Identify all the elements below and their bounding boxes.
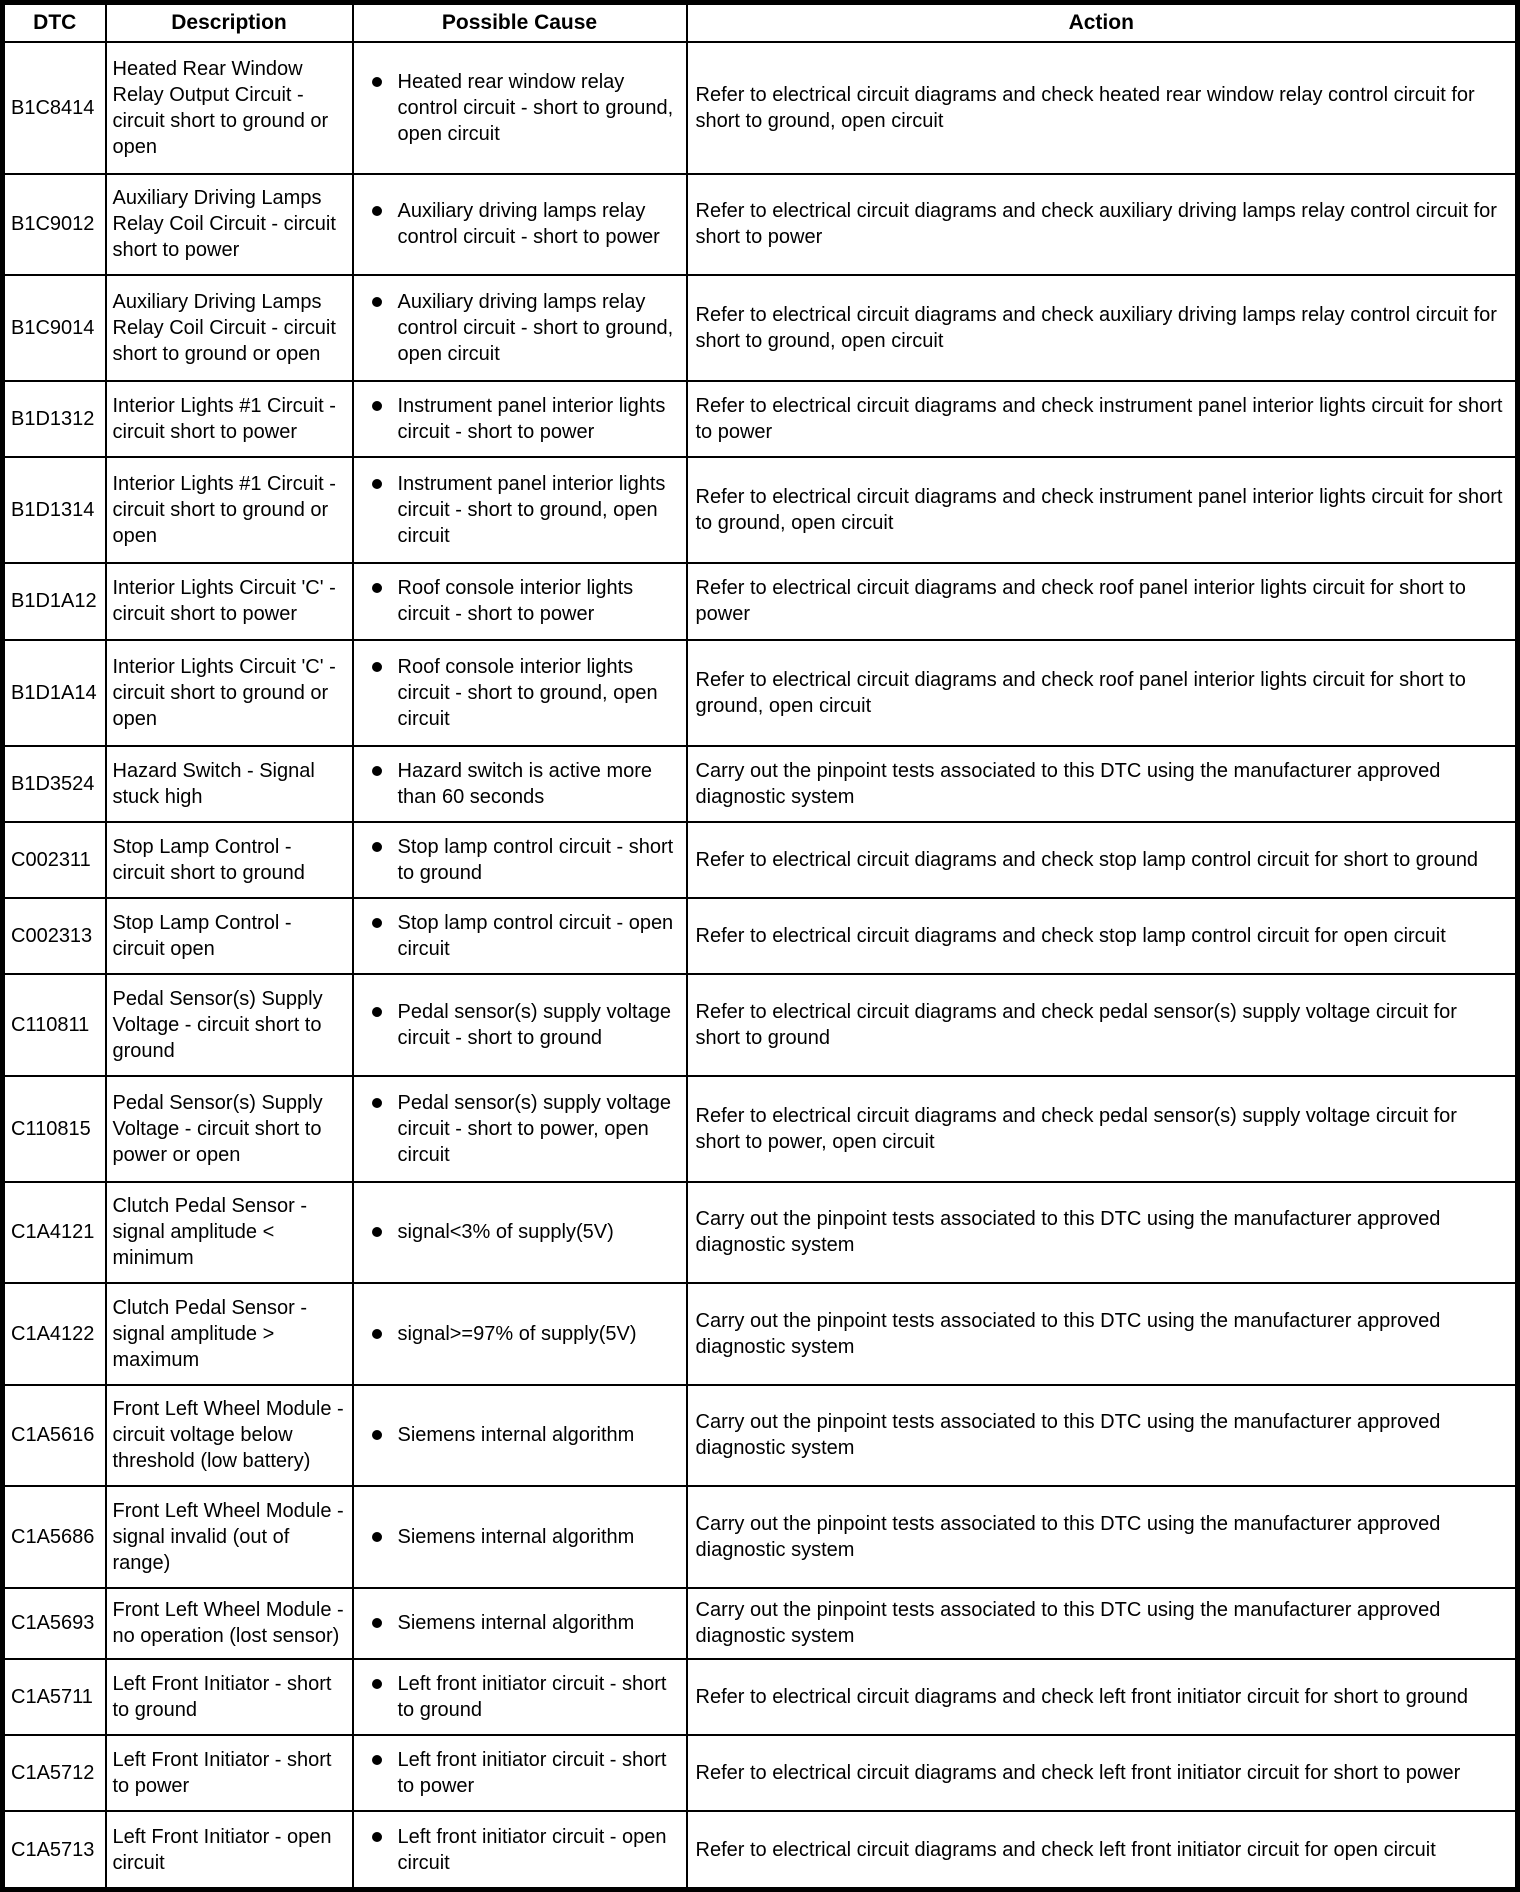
action-cell: Refer to electrical circuit diagrams and check roof panel interior lights circuit for short to power <box>687 563 1518 639</box>
col-header-dtc: DTC <box>3 3 106 43</box>
description-cell: Clutch Pedal Sensor - signal amplitude > maximum <box>106 1283 353 1385</box>
col-header-action: Action <box>687 3 1518 43</box>
cause-text: Heated rear window relay control circuit - short to ground, open circuit <box>397 70 674 145</box>
table-row <box>3 1385 1518 1487</box>
possible-cause-cell <box>353 898 687 974</box>
possible-cause-cell <box>353 1811 687 1889</box>
cause-text: Stop lamp control circuit - short to ground <box>397 835 674 884</box>
cause-item <box>372 1422 680 1448</box>
action-cell: Carry out the pinpoint tests associated to this DTC using the manufacturer approved diagnostic system <box>687 1182 1518 1284</box>
dtc-code-cell: B1D1314 <box>3 457 106 563</box>
bullet-icon <box>372 1832 382 1842</box>
action-cell: Refer to electrical circuit diagrams and check left front initiator circuit for short to power <box>687 1735 1518 1811</box>
cause-item <box>372 910 680 962</box>
dtc-code-cell: C1A5686 <box>3 1486 106 1588</box>
table-row <box>3 174 1518 276</box>
cause-text: signal>=97% of supply(5V) <box>397 1322 637 1345</box>
action-cell: Carry out the pinpoint tests associated to this DTC using the manufacturer approved diagnostic system <box>687 746 1518 822</box>
bullet-icon <box>372 583 382 593</box>
dtc-code-cell: B1D1A12 <box>3 563 106 639</box>
table-row <box>3 457 1518 563</box>
description-cell: Pedal Sensor(s) Supply Voltage - circuit short to ground <box>106 974 353 1076</box>
cause-text: Auxiliary driving lamps relay control circuit - short to power <box>397 200 660 249</box>
table-row <box>3 1811 1518 1889</box>
table-row <box>3 822 1518 898</box>
bullet-icon <box>372 918 382 928</box>
possible-cause-cell <box>353 974 687 1076</box>
dtc-code-cell: C110815 <box>3 1076 106 1182</box>
cause-item <box>372 198 680 250</box>
dtc-code-cell: B1C8414 <box>3 42 106 174</box>
table-row <box>3 746 1518 822</box>
table-row <box>3 640 1518 746</box>
description-cell: Auxiliary Driving Lamps Relay Coil Circuit - circuit short to power <box>106 174 353 276</box>
col-header-description: Description <box>106 3 353 43</box>
action-cell: Refer to electrical circuit diagrams and check auxiliary driving lamps relay control circuit for short to ground, open circuit <box>687 275 1518 381</box>
dtc-code-cell: C1A5616 <box>3 1385 106 1487</box>
description-cell: Left Front Initiator - short to ground <box>106 1659 353 1735</box>
action-cell: Refer to electrical circuit diagrams and check auxiliary driving lamps relay control circuit for short to power <box>687 174 1518 276</box>
bullet-icon <box>372 206 382 216</box>
dtc-code-cell: B1D3524 <box>3 746 106 822</box>
action-cell: Refer to electrical circuit diagrams and check pedal sensor(s) supply voltage circuit for short to power, open circuit <box>687 1076 1518 1182</box>
action-cell: Refer to electrical circuit diagrams and check roof panel interior lights circuit for short to ground, open circuit <box>687 640 1518 746</box>
action-cell: Refer to electrical circuit diagrams and check stop lamp control circuit for short to ground <box>687 822 1518 898</box>
bullet-icon <box>372 1679 382 1689</box>
action-cell: Carry out the pinpoint tests associated to this DTC using the manufacturer approved diagnostic system <box>687 1385 1518 1487</box>
cause-item <box>372 999 680 1051</box>
cause-text: Roof console interior lights circuit - short to ground, open circuit <box>397 655 658 730</box>
dtc-code-cell: C002313 <box>3 898 106 974</box>
description-cell: Stop Lamp Control - circuit open <box>106 898 353 974</box>
bullet-icon <box>372 479 382 489</box>
col-header-possible-cause: Possible Cause <box>353 3 687 43</box>
description-cell: Heated Rear Window Relay Output Circuit - circuit short to ground or open <box>106 42 353 174</box>
table-row <box>3 1283 1518 1385</box>
bullet-icon <box>372 1618 382 1628</box>
possible-cause-cell <box>353 174 687 276</box>
table-row <box>3 1486 1518 1588</box>
description-cell: Front Left Wheel Module - signal invalid (out of range) <box>106 1486 353 1588</box>
bullet-icon <box>372 1532 382 1542</box>
action-cell: Carry out the pinpoint tests associated to this DTC using the manufacturer approved diagnostic system <box>687 1486 1518 1588</box>
dtc-code-cell: C110811 <box>3 974 106 1076</box>
description-cell: Interior Lights Circuit 'C' - circuit short to power <box>106 563 353 639</box>
cause-item <box>372 1321 680 1347</box>
cause-item <box>372 1671 680 1723</box>
cause-text: Stop lamp control circuit - open circuit <box>397 911 674 960</box>
possible-cause-cell <box>353 42 687 174</box>
cause-item <box>372 1524 680 1550</box>
bullet-icon <box>372 401 382 411</box>
dtc-code-cell: C002311 <box>3 822 106 898</box>
action-cell: Refer to electrical circuit diagrams and check instrument panel interior lights circuit for short to ground, open circuit <box>687 457 1518 563</box>
cause-text: Instrument panel interior lights circuit - short to power <box>397 395 666 444</box>
cause-text: Roof console interior lights circuit - short to power <box>397 577 634 626</box>
description-cell: Front Left Wheel Module - circuit voltage below threshold (low battery) <box>106 1385 353 1487</box>
cause-text: Siemens internal algorithm <box>397 1525 635 1548</box>
cause-item <box>372 758 680 810</box>
possible-cause-cell <box>353 381 687 457</box>
table-row <box>3 1076 1518 1182</box>
cause-text: Pedal sensor(s) supply voltage circuit - short to ground <box>397 1000 671 1049</box>
cause-item <box>372 575 680 627</box>
dtc-code-cell: C1A4121 <box>3 1182 106 1284</box>
bullet-icon <box>372 842 382 852</box>
table-row <box>3 563 1518 639</box>
possible-cause-cell <box>353 1588 687 1660</box>
cause-text: Left front initiator circuit - short to power <box>397 1749 667 1798</box>
cause-item <box>372 1090 680 1168</box>
description-cell: Stop Lamp Control - circuit short to ground <box>106 822 353 898</box>
possible-cause-cell <box>353 1735 687 1811</box>
dtc-code-cell: B1C9012 <box>3 174 106 276</box>
cause-text: Left front initiator circuit - short to ground <box>397 1673 667 1722</box>
bullet-icon <box>372 1430 382 1440</box>
bullet-icon <box>372 1329 382 1339</box>
cause-text: Pedal sensor(s) supply voltage circuit - short to power, open circuit <box>397 1091 671 1166</box>
cause-item <box>372 1747 680 1799</box>
bullet-icon <box>372 766 382 776</box>
bullet-icon <box>372 1227 382 1237</box>
action-cell: Refer to electrical circuit diagrams and check left front initiator circuit for open circuit <box>687 1811 1518 1889</box>
action-cell: Refer to electrical circuit diagrams and check heated rear window relay control circuit for short to ground, open circuit <box>687 42 1518 174</box>
dtc-code-cell: B1D1312 <box>3 381 106 457</box>
cause-item <box>372 1219 680 1245</box>
possible-cause-cell <box>353 1283 687 1385</box>
cause-item <box>372 69 680 147</box>
dtc-code-cell: B1C9014 <box>3 275 106 381</box>
cause-text: signal<3% of supply(5V) <box>397 1221 614 1244</box>
table-row <box>3 381 1518 457</box>
cause-item <box>372 834 680 886</box>
table-body <box>3 42 1518 1890</box>
table-header <box>3 3 1518 43</box>
possible-cause-cell <box>353 640 687 746</box>
cause-item <box>372 654 680 732</box>
bullet-icon <box>372 1755 382 1765</box>
bullet-icon <box>372 297 382 307</box>
cause-text: Siemens internal algorithm <box>397 1424 635 1447</box>
description-cell: Pedal Sensor(s) Supply Voltage - circuit short to power or open <box>106 1076 353 1182</box>
possible-cause-cell <box>353 746 687 822</box>
cause-item <box>372 1824 680 1876</box>
cause-item <box>372 1610 680 1636</box>
action-cell: Refer to electrical circuit diagrams and check left front initiator circuit for short to ground <box>687 1659 1518 1735</box>
possible-cause-cell <box>353 1182 687 1284</box>
table-row <box>3 1659 1518 1735</box>
cause-text: Auxiliary driving lamps relay control circuit - short to ground, open circuit <box>397 291 674 366</box>
cause-item <box>372 289 680 367</box>
dtc-code-cell: C1A5711 <box>3 1659 106 1735</box>
cause-text: Left front initiator circuit - open circuit <box>397 1825 667 1874</box>
possible-cause-cell <box>353 457 687 563</box>
table-row <box>3 275 1518 381</box>
table-row <box>3 1735 1518 1811</box>
action-cell: Carry out the pinpoint tests associated to this DTC using the manufacturer approved diagnostic system <box>687 1283 1518 1385</box>
cause-text: Instrument panel interior lights circuit - short to ground, open circuit <box>397 473 666 548</box>
cause-item <box>372 471 680 549</box>
possible-cause-cell <box>353 1659 687 1735</box>
possible-cause-cell <box>353 822 687 898</box>
cause-text: Hazard switch is active more than 60 seconds <box>397 759 653 808</box>
dtc-code-cell: C1A5712 <box>3 1735 106 1811</box>
bullet-icon <box>372 662 382 672</box>
table-row <box>3 1182 1518 1284</box>
cause-text: Siemens internal algorithm <box>397 1612 635 1635</box>
dtc-code-cell: C1A5693 <box>3 1588 106 1660</box>
description-cell: Clutch Pedal Sensor - signal amplitude < minimum <box>106 1182 353 1284</box>
possible-cause-cell <box>353 1076 687 1182</box>
dtc-code-cell: C1A4122 <box>3 1283 106 1385</box>
description-cell: Left Front Initiator - open circuit <box>106 1811 353 1889</box>
description-cell: Left Front Initiator - short to power <box>106 1735 353 1811</box>
description-cell: Auxiliary Driving Lamps Relay Coil Circuit - circuit short to ground or open <box>106 275 353 381</box>
possible-cause-cell <box>353 1385 687 1487</box>
possible-cause-cell <box>353 563 687 639</box>
bullet-icon <box>372 1098 382 1108</box>
dtc-code-cell: B1D1A14 <box>3 640 106 746</box>
table-row <box>3 1588 1518 1660</box>
dtc-code-cell: C1A5713 <box>3 1811 106 1889</box>
possible-cause-cell <box>353 275 687 381</box>
header-row <box>3 3 1518 43</box>
action-cell: Refer to electrical circuit diagrams and check stop lamp control circuit for open circuit <box>687 898 1518 974</box>
bullet-icon <box>372 1007 382 1017</box>
description-cell: Front Left Wheel Module - no operation (lost sensor) <box>106 1588 353 1660</box>
cause-item <box>372 393 680 445</box>
table-row <box>3 42 1518 174</box>
table-row <box>3 898 1518 974</box>
action-cell: Carry out the pinpoint tests associated to this DTC using the manufacturer approved diagnostic system <box>687 1588 1518 1660</box>
action-cell: Refer to electrical circuit diagrams and check pedal sensor(s) supply voltage circuit for short to ground <box>687 974 1518 1076</box>
table-row <box>3 974 1518 1076</box>
description-cell: Interior Lights #1 Circuit - circuit short to power <box>106 381 353 457</box>
bullet-icon <box>372 77 382 87</box>
description-cell: Interior Lights #1 Circuit - circuit short to ground or open <box>106 457 353 563</box>
action-cell: Refer to electrical circuit diagrams and check instrument panel interior lights circuit for short to power <box>687 381 1518 457</box>
description-cell: Hazard Switch - Signal stuck high <box>106 746 353 822</box>
possible-cause-cell <box>353 1486 687 1588</box>
description-cell: Interior Lights Circuit 'C' - circuit short to ground or open <box>106 640 353 746</box>
